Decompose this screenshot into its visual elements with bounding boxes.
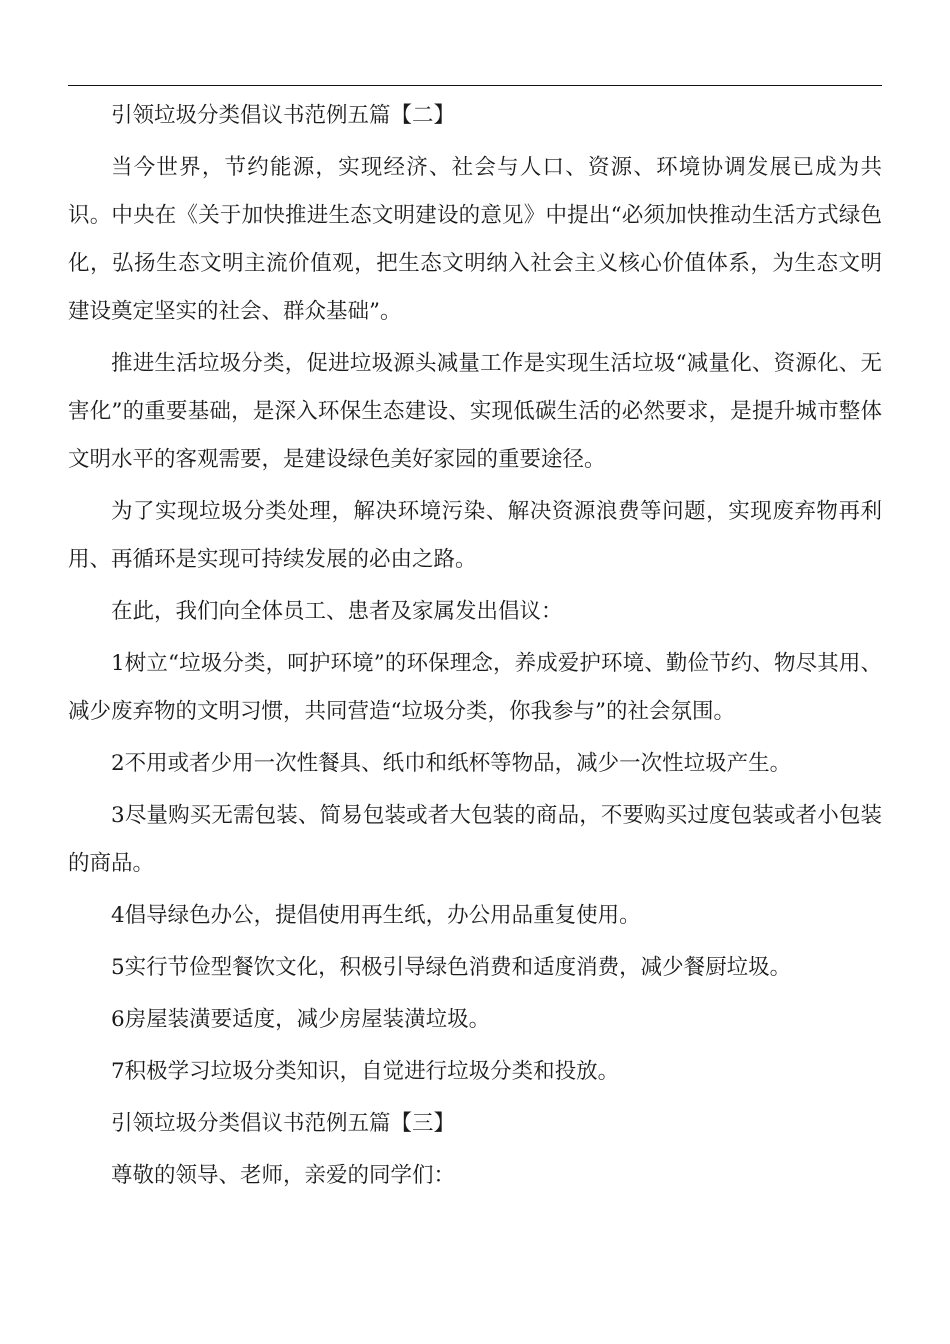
paragraph-intro: 当今世界，节约能源，实现经济、社会与人口、资源、环境协调发展已成为共识。中央在《关于加快推进生态文明建设的意见》中提出“必须加快推动生活方式绿色化，弘扬生态文明主流价值观，把生态文明纳入社会主义核心价值体系，为生态文明建设奠定坚实的社会、群众基础”。	[68, 155, 882, 324]
list-item-1: 1树立“垃圾分类，呵护环境”的环保理念，养成爱护环境、勤俭节约、物尽其用、减少废弃物的文明习惯，共同营造“垃圾分类，你我参与”的社会氛围。	[68, 651, 882, 724]
header-rule	[68, 85, 882, 86]
list-item-6: 6房屋装潢要适度，减少房屋装潢垃圾。	[111, 1007, 491, 1032]
paragraph-importance: 推进生活垃圾分类，促进垃圾源头减量工作是实现生活垃圾“减量化、资源化、无害化”的重要基础，是深入环保生态建设、实现低碳生活的必然要求，是提升城市整体文明水平的客观需要，是建设绿色美好家园的重要途径。	[68, 351, 882, 472]
section-heading-2: 引领垃圾分类倡议书范例五篇【二】	[111, 103, 456, 128]
list-item-2: 2不用或者少用一次性餐具、纸巾和纸杯等物品，减少一次性垃圾产生。	[111, 751, 792, 776]
document-body	[68, 92, 882, 1204]
paragraph-call: 在此，我们向全体员工、患者及家属发出倡议：	[111, 599, 563, 624]
list-item-3: 3尽量购买无需包装、简易包装或者大包装的商品，不要购买过度包装或者小包装的商品。	[68, 803, 882, 876]
paragraph-purpose: 为了实现垃圾分类处理，解决环境污染、解决资源浪费等问题，实现废弃物再利用、再循环是实现可持续发展的必由之路。	[68, 499, 882, 572]
section-heading-3: 引领垃圾分类倡议书范例五篇【三】	[111, 1111, 456, 1136]
salutation: 尊敬的领导、老师，亲爱的同学们：	[111, 1163, 456, 1188]
list-item-5: 5实行节俭型餐饮文化，积极引导绿色消费和适度消费，减少餐厨垃圾。	[111, 955, 792, 980]
list-item-7: 7积极学习垃圾分类知识，自觉进行垃圾分类和投放。	[111, 1059, 620, 1084]
list-item-4: 4倡导绿色办公，提倡使用再生纸，办公用品重复使用。	[111, 903, 641, 928]
